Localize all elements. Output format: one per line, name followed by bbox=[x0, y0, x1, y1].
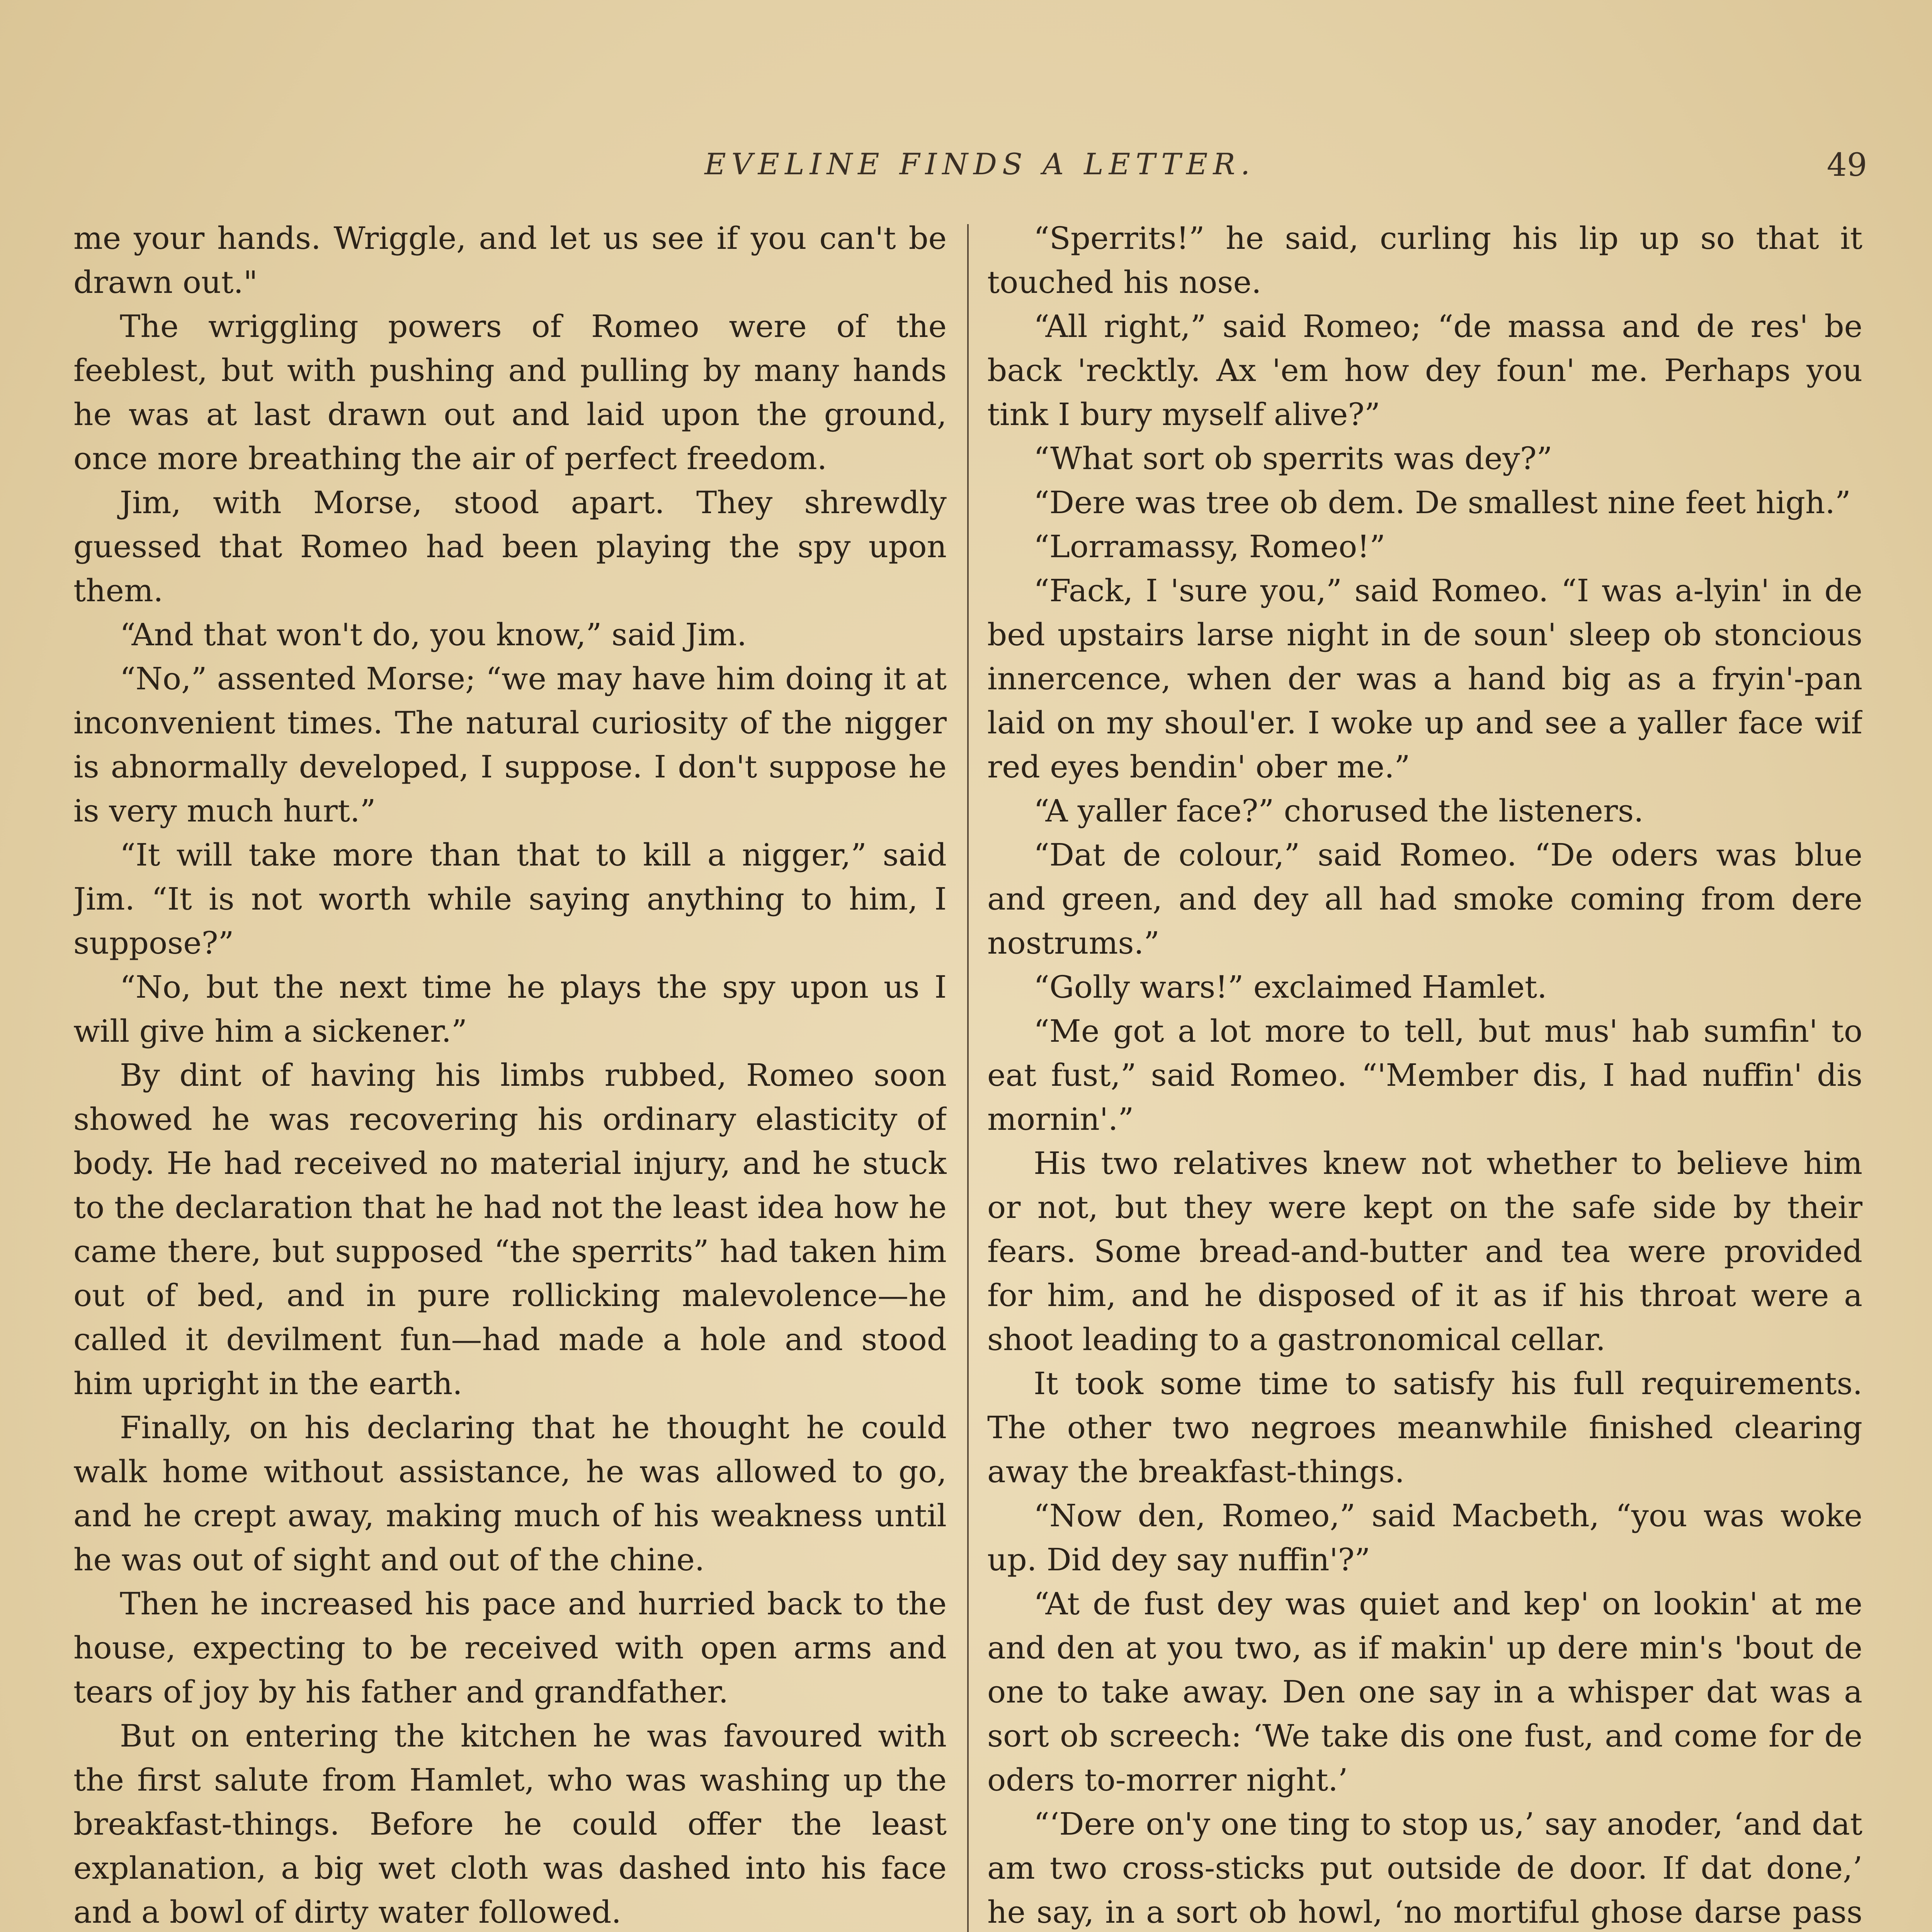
paragraph: “Me got a lot more to tell, but mus' hab sumfin' to eat fust,” said Romeo. “'Member dis, I had nuffin' dis mornin'.” bbox=[987, 1013, 1862, 1137]
paragraph: By dint of having his limbs rubbed, Romeo soon showed he was recovering his ordinary elasticity of body. He had received no material injury, and he stuck to the declaration that he had not the least idea how he came there, but supposed “the sperrits” had taken him out of bed, and in pure rollicking malevolence—he called it devilment fun—had made a hole and stood him upright in the earth. bbox=[73, 1057, 947, 1401]
page-number: 49 bbox=[1827, 147, 1867, 184]
paragraph: “Dere was tree ob dem. De smallest nine feet high.” bbox=[1034, 485, 1851, 520]
paragraph: “Dat de colour,” said Romeo. “De oders was blue and green, and dey all had smoke coming from dere nostrums.” bbox=[987, 837, 1862, 961]
paragraph: “At de fust dey was quiet and kep' on lookin' at me and den at you two, as if makin' up dere min's 'bout de one to take away. Den one say in a whisper dat was a sort ob screech: ‘We take dis one fust, and come for de oders to-morrer night.’ bbox=[987, 1586, 1862, 1798]
paragraph: “No, but the next time he plays the spy upon us I will give him a sickener.” bbox=[73, 969, 947, 1049]
paragraph: “And that won't do, you know,” said Jim. bbox=[120, 617, 747, 653]
paragraph: Then he increased his pace and hurried back to the house, expecting to be received with open arms and tears of joy by his father and grandfather. bbox=[73, 1586, 947, 1710]
paragraph: His two relatives knew not whether to believe him or not, but they were kept on the safe side by their fears. Some bread-and-butter and tea were provided for him, and he disposed of it as if his throat were a shoot leading to a gastronomical cellar. bbox=[987, 1145, 1862, 1357]
paragraph: But on entering the kitchen he was favoured with the first salute from Hamlet, who was washing up the breakfast-things. Before he could offer the least explanation, a big wet cloth was dashed into his face and a bowl of dirty water followed. bbox=[73, 1718, 947, 1930]
paragraph: “‘Dere on'y one ting to stop us,’ say anoder, ‘and dat am two cross-sticks put outside de door. If dat done,’ he say, in a sort ob howl, ‘no mortiful ghose darse pass bbox=[987, 1806, 1862, 1930]
paragraph: “A yaller face?” chorused the listeners. bbox=[1034, 793, 1644, 829]
paragraph: “Now den, Romeo,” said Macbeth, “you was woke up. Did dey say nuffin'?” bbox=[987, 1498, 1862, 1578]
running-head-title: EVELINE FINDS A LETTER. bbox=[704, 147, 1255, 181]
paragraph: “Fack, I 'sure you,” said Romeo. “I was a-lyin' in de bed upstairs larse night in de soun' sleep ob stoncious innercence, when der was a hand big as a fryin'-pan laid on my shoul'er. I woke up and see a yaller face wif red eyes bendin' ober me.” bbox=[987, 573, 1862, 785]
paragraph: “It will take more than that to kill a nigger,” said Jim. “It is not worth while saying anything to him, I suppose?” bbox=[73, 837, 947, 961]
paragraph: “No,” assented Morse; “we may have him doing it at inconvenient times. The natural curiosity of the nigger is abnormally developed, I suppose. I don't suppose he is very much hurt.” bbox=[73, 661, 947, 829]
paragraph: “Sperrits!” he said, curling his lip up so that it touched his nose. bbox=[987, 220, 1862, 300]
paragraph: “What sort ob sperrits was dey?” bbox=[1034, 440, 1553, 476]
paragraph: Jim, with Morse, stood apart. They shrewdly guessed that Romeo had been playing the spy upon them. bbox=[73, 485, 947, 609]
paragraph: It took some time to satisfy his full requirements. The other two negroes meanwhile finished clearing away the breakfast-things. bbox=[987, 1366, 1862, 1490]
paragraph: “Golly wars!” exclaimed Hamlet. bbox=[1034, 969, 1547, 1005]
left-text-column bbox=[73, 216, 947, 1932]
paragraph: “All right,” said Romeo; “de massa and de res' be back 'recktly. Ax 'em how dey foun' me. Perhaps you tink I bury myself alive?” bbox=[987, 308, 1862, 432]
paragraph: Finally, on his declaring that he thought he could walk home without assistance, he was allowed to go, and he crept away, making much of his weakness until he was out of sight and out of the chine. bbox=[73, 1410, 947, 1578]
column-divider bbox=[967, 224, 969, 1932]
paragraph: “Lorramassy, Romeo!” bbox=[1034, 529, 1386, 565]
paragraph: The wriggling powers of Romeo were of the feeblest, but with pushing and pulling by many hands he was at last drawn out and laid upon the ground, once more breathing the air of perfect freedom. bbox=[73, 308, 947, 476]
paragraph: me your hands. Wriggle, and let us see if you can't be drawn out." bbox=[73, 220, 947, 300]
right-text-column bbox=[987, 216, 1862, 1932]
